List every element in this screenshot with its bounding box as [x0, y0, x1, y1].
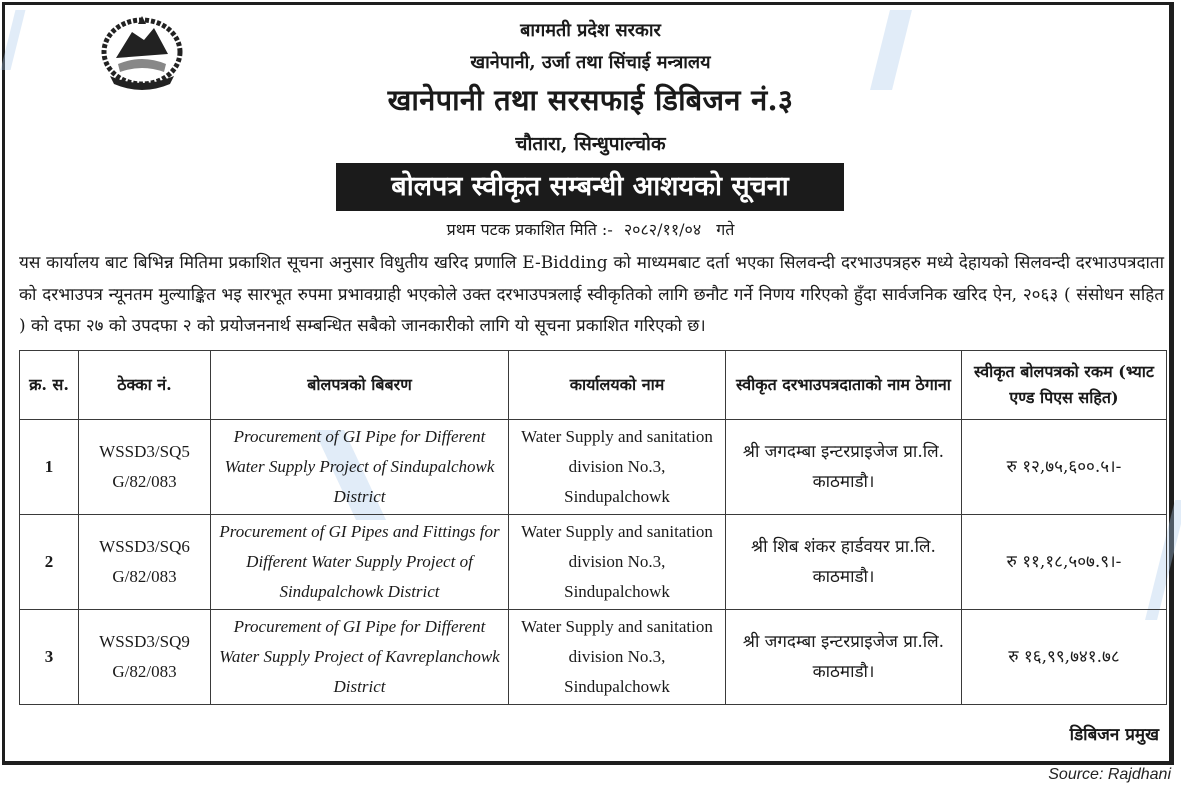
- table-row: [20, 420, 1167, 515]
- approved-amount: रु १६,९९,७४१.७८: [962, 610, 1167, 705]
- publication-date-label: प्रथम पटक प्रकाशित मिति :-: [446, 220, 613, 239]
- header-office-name: कार्यालयको नाम: [509, 351, 726, 420]
- bid-description: Procurement of GI Pipe for Different Water Supply Project of Kavreplanchowk District: [211, 610, 509, 705]
- province-government: बागमती प्रदेश सरकार: [520, 20, 661, 41]
- approved-amount: रु ११,१८,५०७.९।-: [962, 515, 1167, 610]
- bidder-name-address: श्री जगदम्बा इन्टरप्राइजेज प्रा.लि. काठमाडौ।: [726, 610, 962, 705]
- publication-date-suffix: गते: [716, 220, 735, 239]
- table-header-row: [20, 351, 1167, 420]
- notice-title: बोलपत्र स्वीकृत सम्बन्धी आशयको सूचना: [336, 163, 844, 211]
- contract-number: WSSD3/SQ6 G/82/083: [79, 515, 211, 610]
- bidder-name-address: श्री शिब शंकर हार्डवयर प्रा.लि. काठमाडौ।: [726, 515, 962, 610]
- table-row: [20, 610, 1167, 705]
- contract-number: WSSD3/SQ9 G/82/083: [79, 610, 211, 705]
- bid-description: Procurement of GI Pipes and Fittings for Different Water Supply Project of Sindupalchowk District: [211, 515, 509, 610]
- ministry-name: खानेपानी, उर्जा तथा सिंचाई मन्त्रालय: [470, 52, 711, 73]
- office-name-cell: Water Supply and sanitation division No.3, Sindupalchowk: [509, 515, 726, 610]
- header-bid-description: बोलपत्रको बिबरण: [211, 351, 509, 420]
- header-bidder-name-address: स्वीकृत दरभाउपत्रदाताको नाम ठेगाना: [726, 351, 962, 420]
- publication-date-line: [0, 218, 1181, 240]
- serial-number: 1: [20, 420, 79, 515]
- table-row: [20, 515, 1167, 610]
- office-name-cell: Water Supply and sanitation division No.3, Sindupalchowk: [509, 420, 726, 515]
- signature-division-chief: डिबिजन प्रमुख: [1069, 725, 1159, 745]
- award-table: [19, 350, 1167, 705]
- bid-description: Procurement of GI Pipe for Different Water Supply Project of Sindupalchowk District: [211, 420, 509, 515]
- header-serial-number: क्र. स.: [20, 351, 79, 420]
- source-credit: Source: Rajdhani: [1048, 766, 1171, 783]
- header-contract-number: ठेक्का नं.: [79, 351, 211, 420]
- notice-body: यस कार्यालय बाट बिभिन्न मितिमा प्रकाशित सूचना अनुसार विधुतीय खरिद प्रणालि E-Bidding को माध्यमबाट दर्ता भएका सिलवन्दी दरभाउपत्रहरु मध्ये देहायको सिलवन्दी दरभाउपत्रदाता को दरभाउपत्र न्यूनतम मुल्याङ्कित भइ सारभूत रुपमा प्रभावग्राही भएकोले उक्त दरभाउपत्रलाई स्वीकृतिको लागि छनौट गर्ने निणय गरिएको हुँदा सार्वजनिक खरिद ऐन, २०६३ ( संसोधन सहित ) को दफा २७ को उपदफा २ को प्रयोजननार्थ सम्बन्धित सबैको जानकारीको लागि यो सूचना प्रकाशित गरिएको छ।: [19, 253, 1164, 336]
- bidder-name-address: श्री जगदम्बा इन्टरप्राइजेज प्रा.लि. काठमाडौ।: [726, 420, 962, 515]
- serial-number: 3: [20, 610, 79, 705]
- contract-number: WSSD3/SQ5 G/82/083: [79, 420, 211, 515]
- publication-date-value: २०८२/११/०४: [623, 220, 702, 239]
- serial-number: 2: [20, 515, 79, 610]
- office-name-cell: Water Supply and sanitation division No.3, Sindupalchowk: [509, 610, 726, 705]
- office-location: चौतारा, सिन्धुपाल्चोक: [515, 133, 666, 155]
- header-approved-amount: स्वीकृत बोलपत्रको रकम (भ्याट एण्ड पिएस सहित): [962, 351, 1167, 420]
- office-name: खानेपानी तथा सरसफाई डिबिजन नं.३: [387, 83, 794, 117]
- approved-amount: रु १२,७५,६००.५।-: [962, 420, 1167, 515]
